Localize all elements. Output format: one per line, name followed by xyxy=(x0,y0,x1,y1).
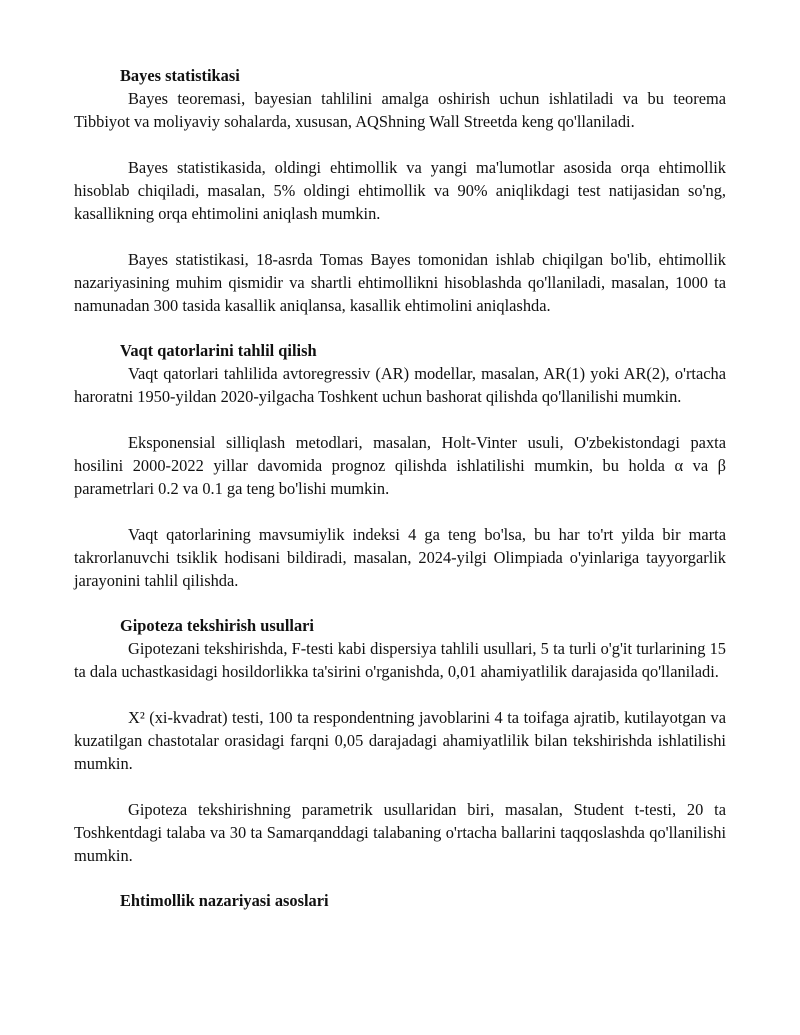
paragraph: Vaqt qatorlarining mavsumiylik indeksi 4 ga teng bo'lsa, bu har to'rt yilda bir marta takrorlanuvchi tsiklik hodisani bildiradi, masalan, 2024-yilgi Olimpiada o'yinlariga tayyorgarlik jarayonini tahlil qilishda. xyxy=(74,525,726,590)
section-heading-bayes: Bayes statistikasi xyxy=(120,66,240,85)
spacer xyxy=(74,867,726,889)
paragraph: Bayes teoremasi, bayesian tahlilini amalga oshirish uchun ishlatiladi va bu teorema Tibbiyot va moliyaviy sohalarda, xususan, AQShning Wall Streetda keng qo'llaniladi. xyxy=(74,89,726,131)
section-heading-time-series: Vaqt qatorlarini tahlil qilish xyxy=(120,341,317,360)
section-heading-probability-theory: Ehtimollik nazariyasi asoslari xyxy=(120,891,329,910)
paragraph: Bayes statistikasi, 18-asrda Tomas Bayes tomonidan ishlab chiqilgan bo'lib, ehtimollik nazariyasining muhim qismidir va shartli ehtimollikni hisoblashda qo'llaniladi, masalan, 1000 ta namunadan 300 tasida kasallik aniqlansa, kasallik ehtimolini aniqlashda. xyxy=(74,250,726,315)
spacer xyxy=(74,408,726,431)
paragraph: Vaqt qatorlari tahlilida avtoregressiv (AR) modellar, masalan, AR(1) yoki AR(2), o'rtacha haroratni 1950-yildan 2020-yilgacha Toshkent uchun bashorat qilishda qo'llanilishi mumkin. xyxy=(74,364,726,406)
spacer xyxy=(74,225,726,248)
section-heading-hypothesis-testing: Gipoteza tekshirish usullari xyxy=(120,616,314,635)
spacer xyxy=(74,133,726,156)
spacer xyxy=(74,592,726,614)
spacer xyxy=(74,683,726,706)
paragraph: Gipoteza tekshirishning parametrik usullaridan biri, masalan, Student t-testi, 20 ta Toshkentdagi talaba va 30 ta Samarqanddagi talabaning o'rtacha ballarini taqqoslashda qo'llanilishi mumkin. xyxy=(74,800,726,865)
spacer xyxy=(74,317,726,339)
paragraph: Bayes statistikasida, oldingi ehtimollik va yangi ma'lumotlar asosida orqa ehtimollik hisoblab chiqiladi, masalan, 5% oldingi ehtimollik va 90% aniqlikdagi test natijasidan so'ng, kasallikning orqa ehtimolini aniqlash mumkin. xyxy=(74,158,726,223)
paragraph: X² (xi-kvadrat) testi, 100 ta respondentning javoblarini 4 ta toifaga ajratib, kutilayotgan va kuzatilgan chastotalar orasidagi farqni 0,05 darajadagi ahamiyatlilik bilan tekshirishda ishlatilishi mumkin. xyxy=(74,708,726,773)
spacer xyxy=(74,500,726,523)
paragraph: Gipotezani tekshirishda, F-testi kabi dispersiya tahlili usullari, 5 ta turli o'g'it turlarining 15 ta dala uchastkasidagi hosildorlikka ta'sirini o'rganishda, 0,01 ahamiyatlilik darajasida qo'llaniladi. xyxy=(74,639,726,681)
paragraph: Eksponensial silliqlash metodlari, masalan, Holt-Vinter usuli, O'zbekistondagi paxta hosilini 2000-2022 yillar davomida prognoz qilishda ishlatilishi mumkin, bu holda α va β parametrlari 0.2 va 0.1 ga teng bo'lishi mumkin. xyxy=(74,433,726,498)
spacer xyxy=(74,775,726,798)
